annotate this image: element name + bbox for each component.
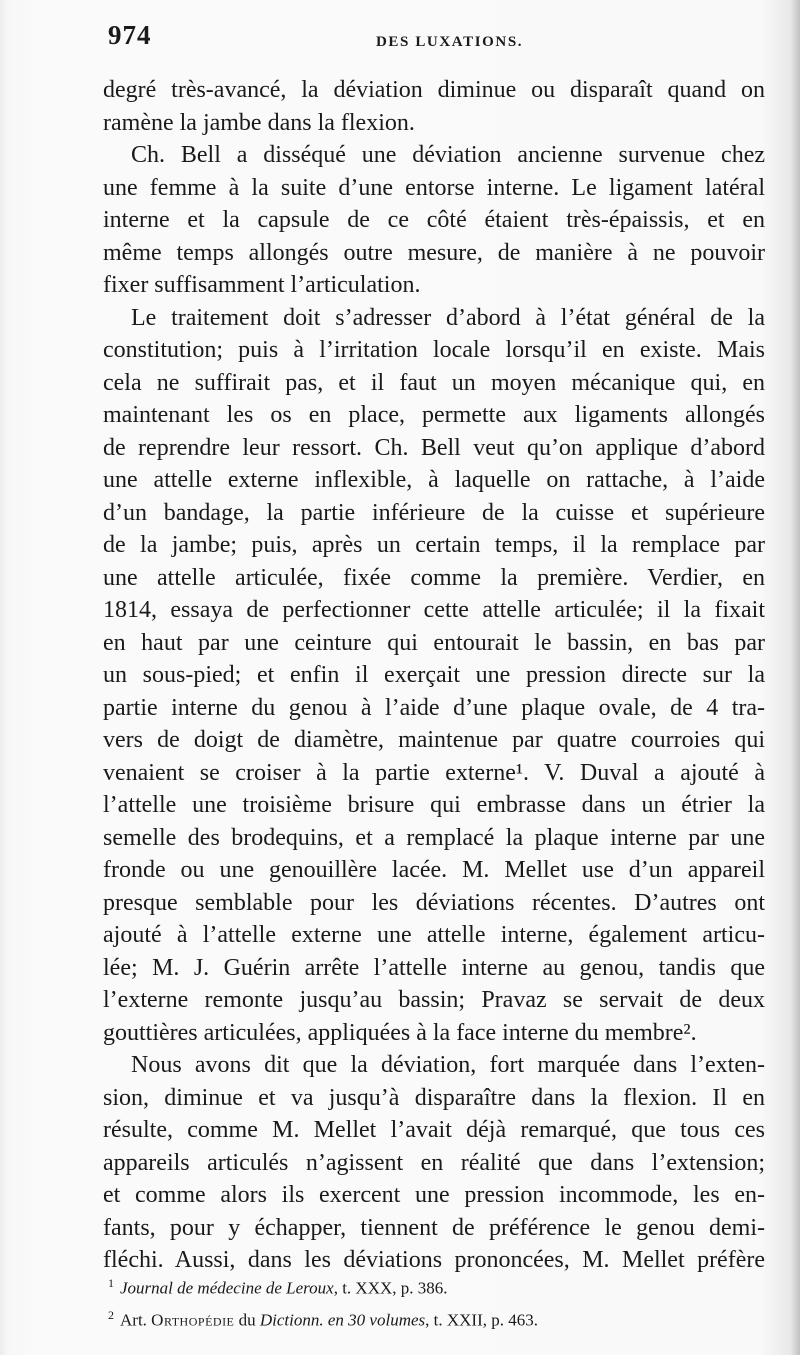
text-line: un sous-pied; et enfin il exerçait une pression directe sur la [103,662,765,688]
text-line: maintenant les os en place, permette aux ligaments allongés [103,402,765,428]
text-line: d’un bandage, la partie inférieure de la cuisse et supérieure [103,499,765,526]
text-line: ajouté à l’attelle externe une attelle interne, également articu- [103,922,765,948]
running-head: DES LUXATIONS. [376,34,524,50]
text-line: presque semblable pour les déviations récentes. D’autres ont [103,889,765,916]
text-line: même temps allongés outre mesure, de manière à ne pouvoir [103,239,765,266]
text-line: Nous avons dit que la déviation, fort marquée dans l’exten- [131,1052,765,1078]
text-line: de la jambe; puis, après un certain temps, il la remplace par [103,532,765,558]
text-line: 1814, essaya de perfectionner cette attelle articulée; il la fixait [103,597,765,623]
text-line: une attelle articulée, fixée comme la première. Verdier, en [103,564,765,591]
footnote-1 [108,1270,768,1302]
text-line: une attelle externe inflexible, à laquelle on rattache, à l’aide [103,467,765,493]
text-line: constitution; puis à l’irritation locale lorsqu’il en existe. Mais [103,337,765,363]
text-line: l’externe remonte jusqu’au bassin; Pravaz se servait de deux [103,987,765,1013]
text-line: fants, pour y échapper, tiennent de préférence le genou demi- [103,1214,765,1241]
text-line: Ch. Bell a disséqué une déviation ancienne survenue chez [131,142,765,168]
footnote-title: Dictionn. en 30 volumes [259,1310,426,1330]
text-line: gouttières articulées, appliquées à la face interne du membre². [103,1019,697,1046]
footnote-title: Journal de médecine de Leroux [120,1278,334,1298]
text-line: venaient se croiser à la partie externe¹. V. Duval a ajouté à [103,759,765,786]
footnote-reference: , t. XXX, p. 386. [333,1278,448,1298]
text-line: interne et la capsule de ce côté étaient très-épaissis, et en [103,207,765,233]
text-line: cela ne suffirait pas, et il faut un moyen mécanique qui, en [103,369,765,396]
text-line: fronde ou une genouillère lacée. M. Mellet use d’un appareil [103,857,765,883]
text-line: de reprendre leur ressort. Ch. Bell veut qu’on applique d’abord [103,434,765,461]
text-line: sion, diminue et va jusqu’à disparaître dans la flexion. Il en [103,1084,765,1111]
footnotes [108,1270,768,1333]
text-line: degré très-avancé, la déviation diminue ou disparaît quand on [103,77,765,103]
page-edge-shadow [790,0,800,1355]
text-line: fléchi. Aussi, dans les déviations prononcées, M. Mellet préfère [103,1247,765,1273]
text-line: en haut par une ceinture qui entourait le bassin, en bas par [103,629,765,656]
footnote-mark: 1 [108,1276,114,1290]
footnote-2 [108,1302,768,1334]
text-line: résulte, comme M. Mellet l’avait déjà remarqué, que tous ces [103,1117,765,1143]
text-line: lée; M. J. Guérin arrête l’attelle interne au genou, tandis que [103,954,765,981]
text-line: et comme alors ils exercent une pression incommode, les en- [103,1182,765,1208]
page-number: 974 [108,20,152,50]
footnote-connector: du [234,1310,260,1330]
text-line: appareils articulés n’agissent en réalité que dans l’extension; [103,1149,765,1176]
page-header [108,20,768,60]
text-line: ramène la jambe dans la flexion. [103,109,415,136]
text-line: vers de doigt de diamètre, maintenue par quatre courroies qui [103,727,765,753]
text-line: semelle des brodequins, et a remplacé la plaque interne par une [103,824,765,851]
footnote-prefix: Art. [120,1310,152,1330]
footnote-reference: , t. XXII, p. 463. [425,1310,538,1330]
text-line: une femme à la suite d’une entorse interne. Le ligament latéral [103,174,765,201]
body-text [103,74,765,1277]
text-line: l’attelle une troisième brisure qui embrasse dans un étrier la [103,792,765,818]
text-line: partie interne du genou à l’aide d’une plaque ovale, de 4 tra- [103,694,765,721]
text-line: fixer suffisamment l’articulation. [103,272,421,298]
footnote-article: Orthopédie [151,1310,235,1330]
footnote-mark: 2 [108,1307,114,1322]
text-line: Le traitement doit s’adresser d’abord à l’état général de la [131,304,765,331]
